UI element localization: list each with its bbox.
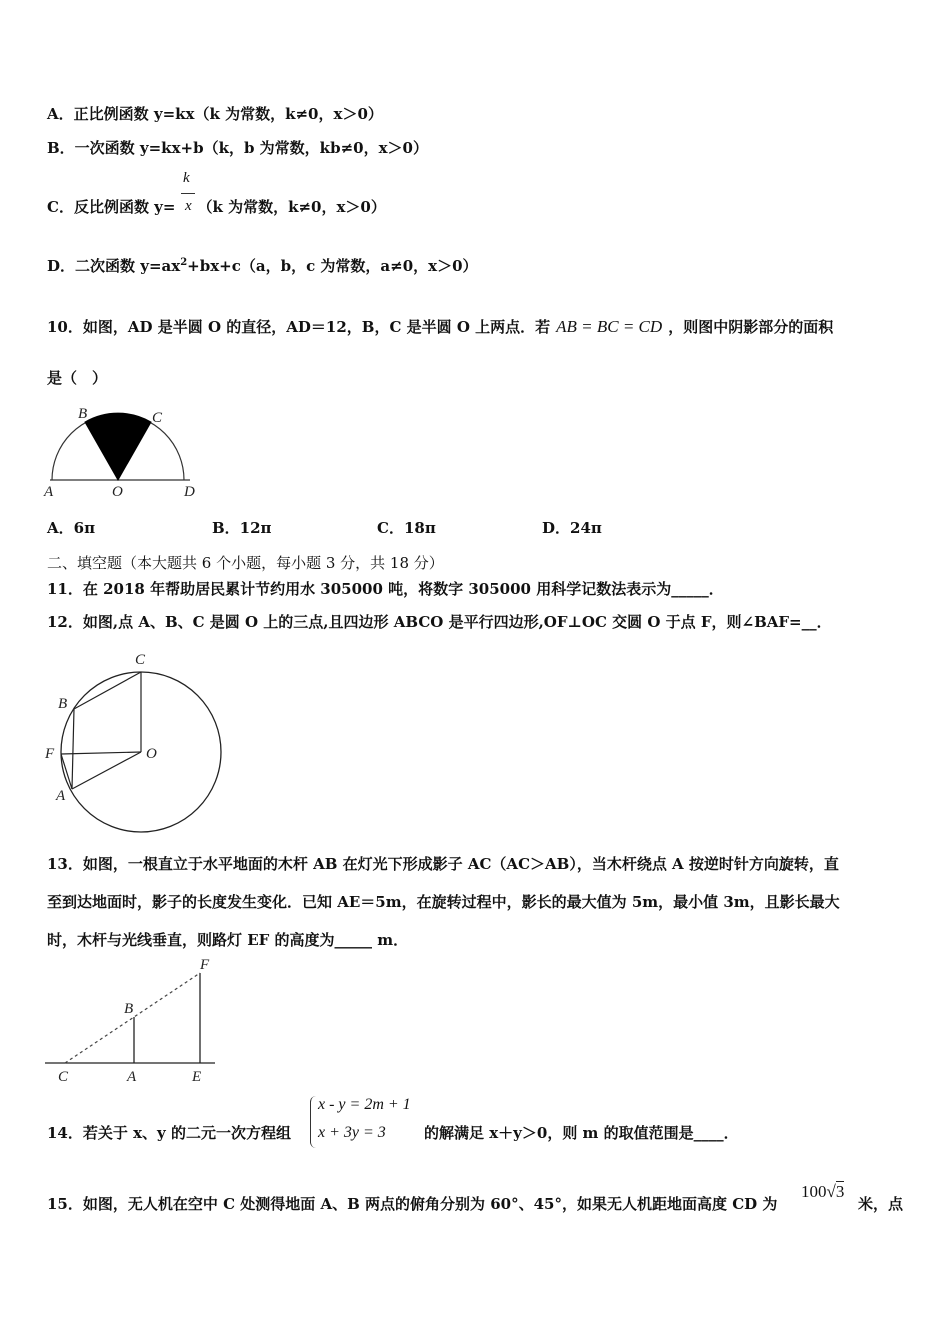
q10-text-b: ，则图中阴影部分的面积 (668, 318, 834, 336)
label-o: O (146, 746, 157, 762)
fraction-denominator: x (185, 198, 192, 214)
q13-line1: 13．如图，一根直立于水平地面的木杆 AB 在灯光下形成影子 AC（AC＞AB），当木杆绕点 A 按逆时针方向旋转，直 (47, 855, 839, 873)
option-b: B．一次函数 y=kx+b（k，b 为常数，kb≠0，x＞0） (47, 139, 428, 157)
semicircle-figure (40, 400, 220, 500)
equation-system-brace (310, 1096, 317, 1148)
segment-fa (61, 754, 72, 789)
segment-ao (72, 752, 141, 789)
circle-figure (40, 648, 240, 833)
q15-text-a: 15．如图，无人机在空中 C 处测得地面 A、B 两点的俯角分别为 60°、45°，如果无人机距地面高度 CD 为 (47, 1195, 778, 1213)
label-c: C (135, 652, 146, 668)
q13-line3: 时，木杆与光线垂直，则路灯 EF 的高度为_____ m． (47, 931, 409, 949)
choice-d: D．24π (542, 519, 602, 537)
label-a: A (44, 484, 54, 500)
light-ray-cf (65, 973, 200, 1063)
segment-cb (74, 672, 141, 709)
radicand: 3 (835, 1182, 845, 1201)
equation-1: x - y = 2m + 1 (318, 1096, 411, 1113)
option-c (47, 196, 386, 217)
radical-coefficient: 100 (801, 1182, 827, 1201)
option-a: A．正比例函数 y=kx（k 为常数，k≠0，x＞0） (47, 105, 383, 123)
label-b: B (124, 1001, 134, 1017)
segment-ba (72, 709, 74, 789)
q12: 12．如图,点 A、B、C 是圆 O 上的三点,且四边形 ABCO 是平行四边形,OF⊥OC 交圆 O 于点 F，则∠BAF=__． (47, 613, 832, 631)
option-c-suffix: （k 为常数，k≠0，x＞0） (197, 198, 386, 216)
q14-suffix: 的解满足 x＋y＞0，则 m 的取值范围是____． (424, 1124, 739, 1142)
fraction-numerator: k (183, 170, 190, 186)
equation-2: x + 3y = 3 (318, 1124, 386, 1141)
radical-expression (801, 1182, 844, 1202)
q14-prefix: 14．若关于 x、y 的二元一次方程组 (47, 1124, 291, 1142)
choice-c: C．18π (377, 519, 436, 537)
label-f: F (200, 957, 210, 973)
label-a: A (127, 1069, 137, 1085)
option-d-exponent: 2 (180, 257, 188, 268)
q10-arc-equation: AB = BC = CD (556, 317, 663, 336)
label-a: A (56, 788, 66, 804)
q10-text-a: 10．如图，AD 是半圆 O 的直径，AD＝12，B，C 是半圆 O 上两点．若 (47, 318, 551, 336)
option-c-prefix: C．反比例函数 y= (47, 198, 176, 216)
option-d-suffix: +bx+c（a，b，c 为常数，a≠0，x＞0） (187, 257, 478, 275)
q10-line1 (47, 316, 833, 337)
label-c: C (152, 410, 163, 426)
choice-b: B．12π (212, 519, 272, 537)
q13-line2: 至到达地面时，影子的长度发生变化．已知 AE＝5m，在旋转过程中，影长的最大值为 5m，最小值 3m，且影长最大 (47, 893, 840, 911)
option-d (47, 255, 478, 276)
label-f: F (45, 746, 55, 762)
q10-line2: 是（ ） (47, 369, 108, 387)
fraction-bar (181, 193, 195, 194)
label-o: O (112, 484, 123, 500)
shaded-sector (85, 413, 151, 480)
label-b: B (78, 406, 88, 422)
lamp-shadow-figure (40, 955, 230, 1085)
option-d-prefix: D．二次函数 y=ax (47, 257, 181, 275)
q11: 11．在 2018 年帮助居民累计节约用水 305000 吨，将数字 305000 用科学记数法表示为_____． (47, 580, 724, 598)
label-c: C (58, 1069, 69, 1085)
radical-sign: √ (826, 1182, 836, 1201)
label-b: B (58, 696, 68, 712)
label-e: E (192, 1069, 202, 1085)
section-heading: 二、填空题（本大题共 6 个小题，每小题 3 分，共 18 分） (47, 554, 444, 572)
q15-text-b: 米，点 (858, 1195, 904, 1213)
label-d: D (184, 484, 195, 500)
choice-a: A．6π (47, 519, 96, 537)
